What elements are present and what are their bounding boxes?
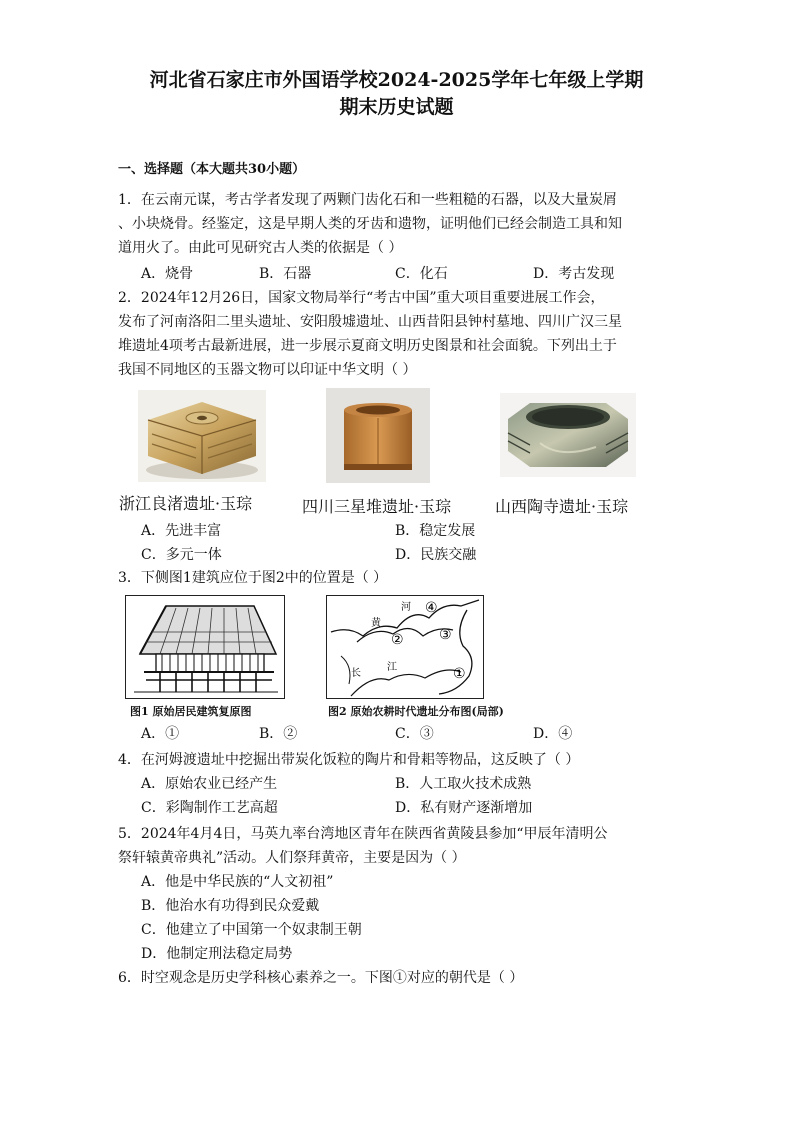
q2-option-b: B．稳定发展 [395, 523, 476, 539]
figure2-caption: 图2 原始农耕时代遗址分布图(局部) [328, 705, 504, 718]
q6-line1: 6．时空观念是历史学科核心素养之一。下图①对应的朝代是（ ） [118, 970, 524, 986]
map-label-chang: 长 [351, 668, 361, 679]
jade-caption-taosi: 山西陶寺遗址·玉琮 [495, 497, 629, 516]
map-marker-3: ③ [439, 627, 452, 643]
jade-cong-taosi-image [500, 393, 636, 477]
q2-line2: 发布了河南洛阳二里头遗址、安阳殷墟遗址、山西昔阳县钟村墓地、四川广汉三星 [118, 314, 622, 330]
q4-option-c: C．彩陶制作工艺高超 [141, 800, 278, 816]
q4-option-d: D．私有财产逐渐增加 [395, 800, 533, 816]
section-heading: 一、选择题（本大题共30小题） [118, 162, 306, 177]
figure2-site-map [326, 595, 484, 699]
q2-option-d: D．民族交融 [395, 547, 477, 563]
q1-line2: 、小块烧骨。经鉴定，这是早期人类的牙齿和遗物，证明他们已经会制造工具和知 [118, 216, 622, 232]
q4-line1: 4．在河姆渡遗址中挖掘出带炭化饭粒的陶片和骨耜等物品，这反映了（ ） [118, 752, 580, 768]
q1-option-d: D．考古发现 [533, 266, 615, 282]
q5-line1: 5．2024年4月4日，马英九率台湾地区青年在陕西省黄陵县参加“甲辰年清明公 [118, 826, 608, 842]
map-marker-4: ④ [425, 600, 438, 616]
q3-option-d: D．④ [533, 726, 573, 742]
q5-line2: 祭轩辕黄帝典礼”活动。人们祭拜黄帝，主要是因为（ ） [118, 850, 466, 866]
q1-option-c: C．化石 [395, 266, 448, 282]
q1-line1: 1．在云南元谋，考古学者发现了两颗门齿化石和一些粗糙的石器，以及大量炭屑 [118, 192, 617, 208]
q4-option-a: A．原始农业已经产生 [141, 776, 278, 792]
q2-option-c: C．多元一体 [141, 547, 222, 563]
map-marker-2: ② [391, 632, 404, 648]
q1-line3: 道用火了。由此可见研究古人类的依据是（ ） [118, 240, 403, 256]
q5-option-d: D．他制定刑法稳定局势 [141, 946, 293, 962]
figure1-stilt-house [125, 595, 285, 699]
map-label-huang: 黄 [371, 618, 381, 629]
q1-option-a: A．烧骨 [141, 266, 194, 282]
map-marker-1: ① [453, 666, 466, 682]
q2-option-a: A．先进丰富 [141, 523, 222, 539]
exam-title-line2: 期末历史试题 [339, 96, 454, 118]
q5-option-b: B．他治水有功得到民众爱戴 [141, 898, 320, 914]
q3-line1: 3．下侧图1建筑应位于图2中的位置是（ ） [118, 570, 388, 586]
q3-option-a: A．① [141, 726, 180, 742]
jade-cong-liangzhu-image [138, 390, 266, 482]
q2-line3: 堆遗址4项考古最新进展，进一步展示夏商文明历史图景和社会面貌。下列出土于 [118, 338, 617, 354]
figure1-caption: 图1 原始居民建筑复原图 [130, 705, 252, 718]
jade-caption-sanxingdui: 四川三星堆遗址·玉琮 [302, 497, 452, 516]
q2-line1: 2．2024年12月26日，国家文物局举行“考古中国”重大项目重要进展工作会， [118, 290, 605, 306]
q4-option-b: B．人工取火技术成熟 [395, 776, 532, 792]
q3-option-c: C．③ [395, 726, 434, 742]
q3-option-b: B．② [259, 726, 298, 742]
q5-option-a: A．他是中华民族的“人文初祖” [141, 874, 334, 890]
jade-caption-liangzhu: 浙江良渚遗址·玉琮 [119, 494, 253, 513]
map-label-he: 河 [401, 602, 411, 613]
exam-title-line1: 河北省石家庄市外国语学校2024-2025学年七年级上学期 [149, 69, 644, 91]
q2-line4: 我国不同地区的玉器文物可以印证中华文明（ ） [118, 362, 417, 378]
map-label-jiang: 江 [387, 662, 397, 673]
q5-option-c: C．他建立了中国第一个奴隶制王朝 [141, 922, 362, 938]
jade-cong-sanxingdui-image [326, 388, 430, 483]
q1-option-b: B．石器 [259, 266, 312, 282]
